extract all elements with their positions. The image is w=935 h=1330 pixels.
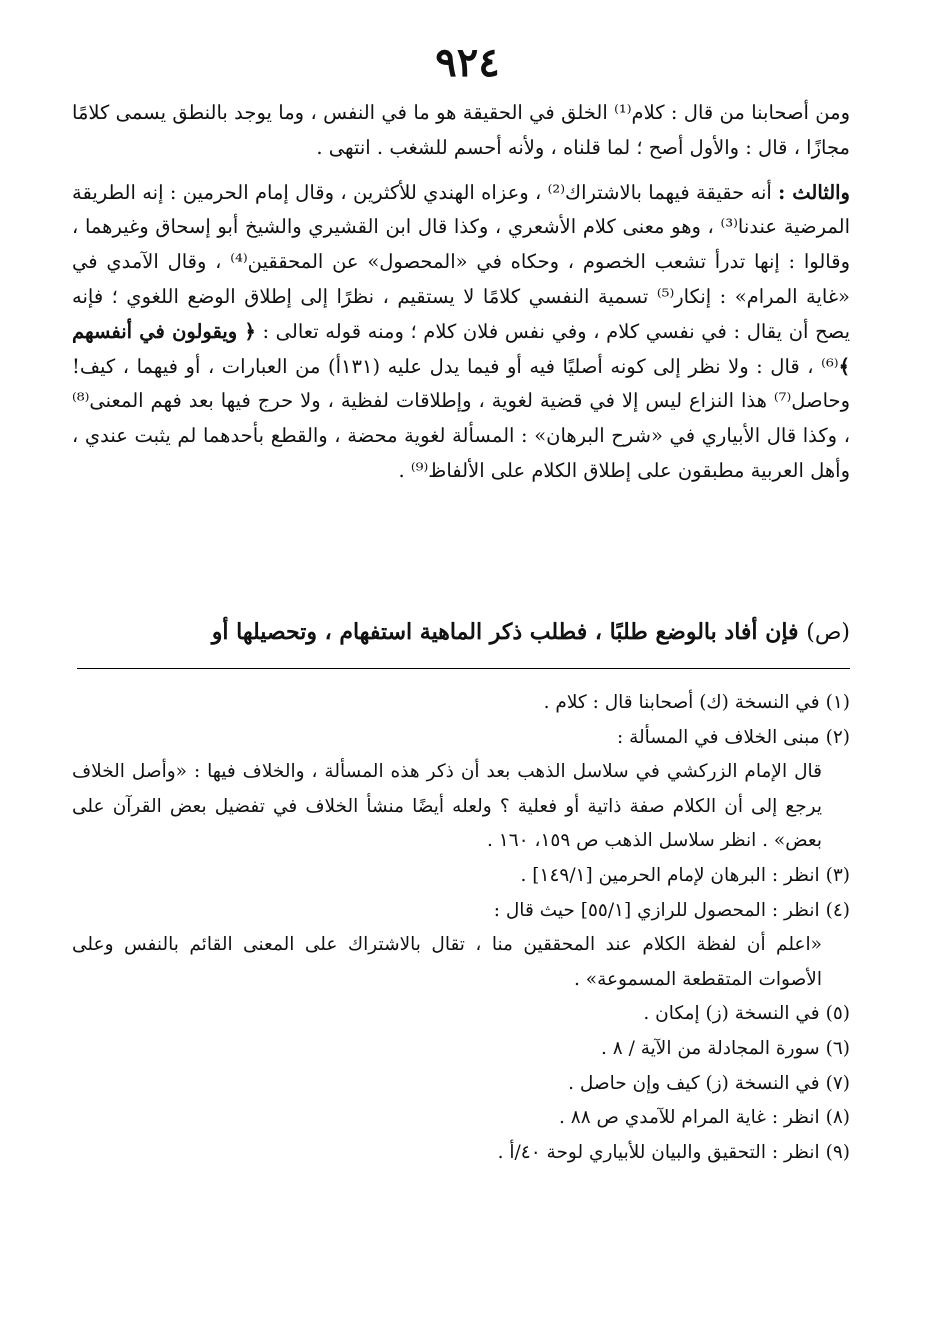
quran-verse: ﴿ ويقولون في أنفسهم ﴾ — [72, 319, 850, 378]
footnote-text: انظر : التحقيق والبيان للأبياري لوحة ٤٠/أ . — [497, 1141, 820, 1163]
paragraph-1: ومن أصحابنا من قال : كلام⁽¹⁾ الخلق في الحقيقة هو ما في النفس ، وما يوجد بالنطق يسمى كلامًا مجازًا ، قال : والأول أصح ؛ لما قلناه ، ولأنه أحسم للشغب . انتهى . — [72, 101, 851, 159]
footnote-2-quote: قال الإمام الزركشي في سلاسل الذهب بعد أن ذكر هذه المسألة ، والخلاف فيها : «وأصل الخلاف يرجع إلى أن الكلام صفة ذاتية أو فعلية ؟ ولعله أيضًا منشأ الخلاف في تفضيل بعض القرآن على بعض» . انظر سلاسل الذهب ص ١٥٩، ١٦٠ . — [72, 761, 822, 852]
footnote-7 — [72, 1067, 850, 1102]
footnote-number: (٩) — [825, 1141, 850, 1163]
footnote-text: مبنى الخلاف في المسألة : — [617, 726, 820, 748]
footnotes — [72, 686, 850, 1170]
footnote-text: سورة المجادلة من الآية / ٨ . — [601, 1037, 820, 1059]
main-text — [72, 96, 850, 489]
footnote-8 — [72, 1101, 850, 1136]
footnote-number: (٨) — [825, 1107, 850, 1129]
footnote-2 — [72, 721, 850, 756]
footnote-6 — [72, 1032, 850, 1067]
page-number: ٩٢٤ — [435, 39, 500, 86]
paragraph-2-lead: والثالث : — [778, 180, 850, 204]
footnote-text: في النسخة (ز) إمكان . — [643, 1003, 820, 1025]
matn-marker: (ص) — [806, 620, 850, 645]
footnote-number: (١) — [825, 692, 850, 713]
footnote-number: (٦) — [825, 1037, 850, 1059]
footnote-5 — [72, 997, 850, 1032]
footnote-4-quote: «اعلم أن لفظة الكلام عند المحققين منا ، تقال بالاشتراك على المعنى القائم بالنفس وعلى الأصوات المتقطعة المسموعة» . — [72, 934, 822, 990]
footnote-4 — [72, 894, 850, 929]
footnote-number: (٣) — [825, 864, 850, 886]
footnote-3 — [72, 859, 850, 894]
footnote-number: (٤) — [825, 899, 850, 921]
paragraph-2-text-a: أنه حقيقة فيهما بالاشتراك⁽²⁾ ، وعزاه الهندي للأكثرين ، وقال إمام الحرمين : إنه الطريقة المرضية عندنا⁽³⁾ ، وهو معنى كلام الأشعري ، وكذا قال ابن القشيري والشيخ أبو إسحاق وغيرهما ، وقالوا : إنها تدرأ تشعب الخصوم ، وحكاه في «المحصول» عن المحققين⁽⁴⁾ ، وقال الآمدي في «غاية المرام» : إنكار⁽⁵⁾ تسمية النفسي كلامًا لا يستقيم ، نظرًا إلى إطلاق الوضع اللغوي ؛ فإنه يصح أن يقال : في نفسي كلام ، وفي نفس فلان كلام ؛ ومنه قوله تعالى : — [72, 180, 851, 343]
footnote-number: (٢) — [825, 726, 850, 748]
footnote-number: (٥) — [825, 1003, 850, 1025]
footnote-text: في النسخة (ك) أصحابنا قال : كلام . — [543, 692, 820, 713]
footnote-9 — [72, 1136, 850, 1171]
footnote-text: انظر : المحصول للرازي [٥٥/١] حيث قال : — [493, 899, 820, 921]
footnote-text: انظر : البرهان لإمام الحرمين [١٤٩/١] . — [520, 864, 820, 886]
footnote-text: في النسخة (ز) كيف وإن حاصل . — [568, 1072, 820, 1094]
footnote-1 — [72, 686, 850, 721]
matn-text: فإن أفاد بالوضع طلبًا ، فطلب ذكر الماهية استفهام ، وتحصيلها أو — [211, 619, 807, 645]
paragraph-2 — [72, 176, 850, 489]
footnote-text: انظر : غاية المرام للآمدي ص ٨٨ . — [559, 1107, 820, 1129]
paragraph-2-text-b: ⁽⁶⁾ ، قال : ولا نظر إلى كونه أصليًا فيه أو فيما يدل عليه (١٣١أ) من العبارات ، أو فيهما ، كيف! وحاصل⁽⁷⁾ هذا النزاع ليس إلا في قضية لغوية ، وإطلاقات لفظية ، ولا حرج فيها بعد فهم المعنى⁽⁸⁾ ، وكذا قال الأبياري في «شرح البرهان» : المسألة لغوية محضة ، والقطع بأحدهما لم يثبت عندي ، وأهل العربية مطبقون على إطلاق الكلام على الألفاظ⁽⁹⁾ . — [72, 354, 850, 482]
matn-line — [72, 612, 850, 653]
footnote-number: (٧) — [825, 1072, 850, 1094]
footnote-divider — [77, 668, 850, 669]
